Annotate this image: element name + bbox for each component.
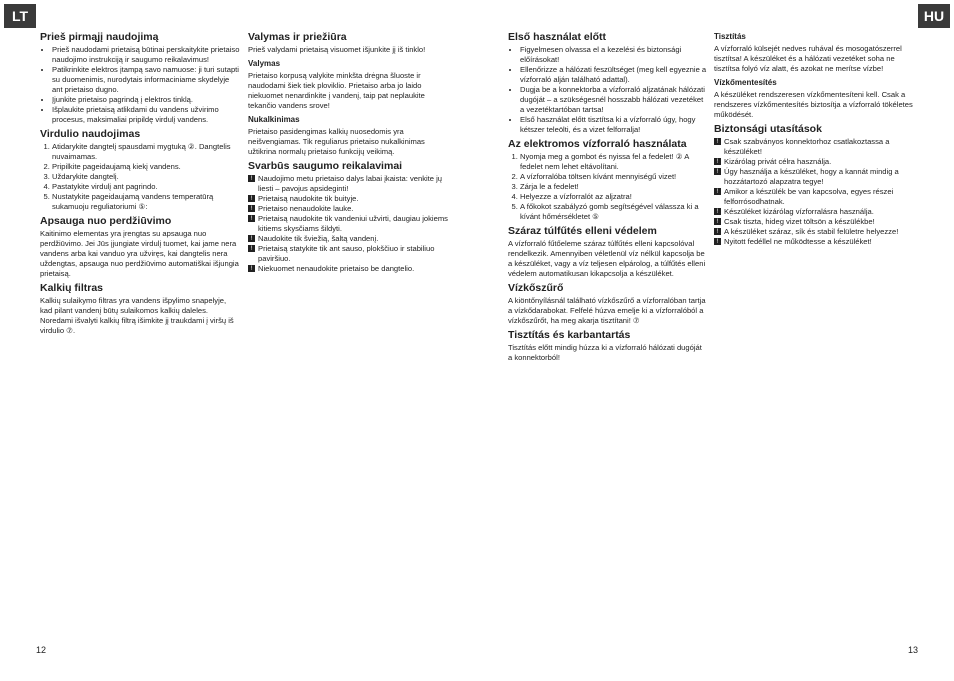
heading-cleaning: Valymas ir priežiūra	[248, 31, 347, 43]
list-item: 4. Helyezze a vízforralót az aljzatra!	[520, 192, 708, 202]
heading-before-first-use: Prieš pirmąjį naudojimą	[40, 31, 159, 43]
list-using-kettle	[40, 142, 240, 212]
paragraph: Prietaiso korpusą valykite minkšta drėgna šluoste ir naudodami šiek tiek ploviklio. Prietaiso arba jo laido niekuomet nenardinkite į vandenį, taip pat neplaukite tekančio vandens srove!	[248, 71, 425, 110]
warning-item: ! Prietaisą naudokite tik buityje.	[248, 194, 448, 204]
warning-icon: !	[714, 138, 721, 145]
list-item: 1. Nyomja meg a gombot és nyissa fel a fedelet! ② A fedelet nem lehet eltávolítani.	[520, 152, 708, 172]
warning-item: ! Amikor a készülék be van kapcsolva, egyes részei felforrósodhatnak.	[714, 187, 914, 207]
paragraph: A kiöntőnyílásnál található vízkőszűrő a vízforralóban tartja a vízkődarabokat. Felfelé húzva emelje ki a vízforralóból a vízkőszűrőt, ha meg akarja tisztítani! ⑦	[508, 296, 706, 325]
warning-item: ! Prietaisą naudokite tik vandeniui užvirti, daugiau jokiems kitiems skysčiams šildyti.	[248, 214, 448, 234]
warning-icon: !	[248, 265, 255, 272]
list-item: 3. Uždarykite dangtelį.	[52, 172, 240, 182]
warning-item: ! Prietaiso nenaudokite lauke.	[248, 204, 448, 214]
warning-item: ! Naudokite tik šviežią, šaltą vandenį.	[248, 234, 448, 244]
warning-icon: !	[714, 188, 721, 195]
column-1	[40, 28, 240, 339]
paragraph: Tisztítás előtt mindig húzza ki a vízforraló hálózati dugóját a konnektorból!	[508, 343, 702, 362]
list-item: • Figyelmesen olvassa el a kezelési és biztonsági előírásokat!	[520, 45, 708, 65]
warning-icon: !	[714, 158, 721, 165]
warning-item: ! A készüléket száraz, sík és stabil felületre helyezze!	[714, 227, 914, 237]
list-item: • Patikrinkite elektros įtampą savo namuose: ji turi sutapti su duomenimis, nurodytais informaciniame skydelyje ant prietaiso dugno.	[52, 65, 240, 95]
warning-icon: !	[714, 228, 721, 235]
warning-icon: !	[248, 205, 255, 212]
warning-item: ! Nyitott fedéllel ne működtesse a készüléket!	[714, 237, 914, 247]
heading-using-kettle-hu: Az elektromos vízforraló használata	[508, 138, 687, 150]
list-item: 1. Atidarykite dangtelį spausdami mygtuką ②. Dangtelis nuvaimamas.	[52, 142, 240, 162]
heading-safety: Svarbūs saugumo reikalavimai	[248, 160, 403, 172]
language-tab-lt: LT	[4, 4, 36, 28]
heading-before-first-use-hu: Első használat előtt	[508, 31, 607, 43]
heading-dry-protection-hu: Száraz túlfűtés elleni védelem	[508, 225, 657, 237]
paragraph: A vízforraló külsejét nedves ruhával és mosogatószerrel tisztítsa! A készüléket és a hálózati vezetéket soha ne tisztítsa folyó víz alatt, és azokat ne merítse vízbe!	[714, 44, 902, 73]
list-item: • Prieš naudodami prietaisą būtinai perskaitykite prietaiso naudojimo instrukciją ir saugumo reikalavimus!	[52, 45, 240, 65]
warning-item: ! Kizárólag privát célra használja.	[714, 157, 914, 167]
page-number-right: 13	[907, 645, 918, 655]
heading-limescale-filter: Kalkių filtras	[40, 282, 104, 294]
warning-icon: !	[714, 218, 721, 225]
warning-icon: !	[714, 168, 721, 175]
warning-icon: !	[248, 215, 255, 222]
subheading-cleaning-hu: Tisztítás	[714, 32, 746, 41]
warning-item: ! Prietaisą statykite tik ant sauso, plokščiuo ir stabiliuo paviršiuo.	[248, 244, 448, 264]
list-item: 4. Pastatykite virdulį ant pagrindo.	[52, 182, 240, 192]
column-2	[248, 28, 448, 274]
column-4	[714, 28, 914, 247]
warning-item: ! Úgy használja a készüléket, hogy a kannát mindig a hozzátartozó alapzatra tegye!	[714, 167, 914, 187]
list-item: • Első használat előtt tisztítsa ki a vízforraló úgy, hogy kétszer teleölti, és a vizet felforralja!	[520, 115, 708, 135]
warning-icon: !	[248, 175, 255, 182]
subheading-descaling: Nukalkinimas	[248, 115, 300, 124]
heading-cleaning-hu: Tisztítás és karbantartás	[508, 329, 631, 341]
heading-using-kettle: Virdulio naudojimas	[40, 128, 141, 140]
warning-icon: !	[714, 208, 721, 215]
warning-icon: !	[248, 235, 255, 242]
column-3	[508, 28, 708, 366]
list-using-kettle-hu	[508, 152, 708, 222]
warning-icon: !	[248, 195, 255, 202]
warning-item: ! Csak szabványos konnektorhoz csatlakoztassa a készüléket!	[714, 137, 914, 157]
paragraph: Prietaiso pasidengimas kalkių nuosedomis yra neišvengiamas. Tik reguliarus prietaiso nukalkinimas užtikrina normalų prietaiso funkcijų veikimą.	[248, 127, 425, 156]
paragraph: Kaitinimo elementas yra įrengtas su apsauga nuo perdžiūvimo. Jei Jūs įjungiate virdulį tuomet, kai jame nera vandens arba kai vanduo yra užviręs, kai dangtelis nera uždengtas, apsauga nuo perdžiūvimo automatiškai išjungia prietaisą.	[40, 229, 239, 278]
warning-item: ! Készüléket kizárólag vízforralásra használja.	[714, 207, 914, 217]
paragraph: A vízforraló fűtőeleme száraz túlfűtés elleni kapcsolóval rendelkezik. Amennyiben véletlenül víz nélkül kapcsolja be a készüléket, vagy a víz teljesen elpárolog, a túlfűtés elleni védelem automatikusan kikapcsolja a készüléket.	[508, 239, 706, 278]
list-before-use	[40, 45, 240, 125]
list-item: 5. Nustatykite pageidaujamą vandens temperatūrą sukamuoju reguliatoriumi ⑤:	[52, 192, 240, 212]
warning-item: ! Niekuomet nenaudokite prietaiso be dangtelio.	[248, 264, 448, 274]
heading-safety-hu: Biztonsági utasítások	[714, 123, 822, 135]
list-item: 2. Pripilkite pageidaujamą kiekį vandens.	[52, 162, 240, 172]
warning-item: ! Naudojimo metu prietaiso dalys labai įkaista: venkite jų liesti – pavojus apsideginti!	[248, 174, 448, 194]
heading-limescale-filter-hu: Vízkőszűrő	[508, 282, 564, 294]
list-before-use-hu	[508, 45, 708, 135]
list-item: • Įjunkite prietaiso pagrindą į elektros tinklą.	[52, 95, 240, 105]
heading-dry-protection: Apsauga nuo perdžiūvimo	[40, 215, 172, 227]
list-item: • Ellenőrizze a hálózati feszültséget (meg kell egyeznie a vízforraló alján található adattal).	[520, 65, 708, 85]
subheading-descaling-hu: Vízkőmentesítés	[714, 78, 777, 87]
subheading-cleaning: Valymas	[248, 59, 281, 68]
list-item: 5. A főkokot szabályzó gomb segítségével válassza ki a kívánt hőmérsékletet ⑤	[520, 202, 708, 222]
list-item: • Išplaukite prietaisą atlikdami du vandens užvirimo procesus, maksimaliai pripildę virdulį vandens.	[52, 105, 240, 125]
list-item: 2. A vízforralóba töltsen kívánt mennyiségű vizet!	[520, 172, 708, 182]
warning-icon: !	[714, 238, 721, 245]
language-tab-hu: HU	[918, 4, 950, 28]
warning-item: ! Csak tiszta, hideg vizet töltsön a készülékbe!	[714, 217, 914, 227]
list-item: 3. Zárja le a fedelet!	[520, 182, 708, 192]
paragraph: Kalkių sulaikymo filtras yra vandens išpylimo snapelyje, kad pilant vandenį būtų sulaikomos kalkių daleles. Noredami išvalyti kalkių filtrą išimkite jį traukdami į viršų iš virdulio ⑦.	[40, 296, 234, 335]
list-item: • Dugja be a konnektorba a vízforraló aljzatának hálózati dugóját – a szükségesnél hosszabb hálózati vezetéket a vezetéktartóban tartsa!	[520, 85, 708, 115]
paragraph: Prieš valydami prietaisą visuomet išjunkite jį iš tinklo!	[248, 45, 426, 54]
warning-icon: !	[248, 245, 255, 252]
paragraph: A készüléket rendszeresen vízkőmentesíteni kell. Csak a rendszeres vízkőmentesítés biztosítja a vízforraló tökéletes működését.	[714, 90, 913, 119]
page-number-left: 12	[36, 645, 47, 655]
